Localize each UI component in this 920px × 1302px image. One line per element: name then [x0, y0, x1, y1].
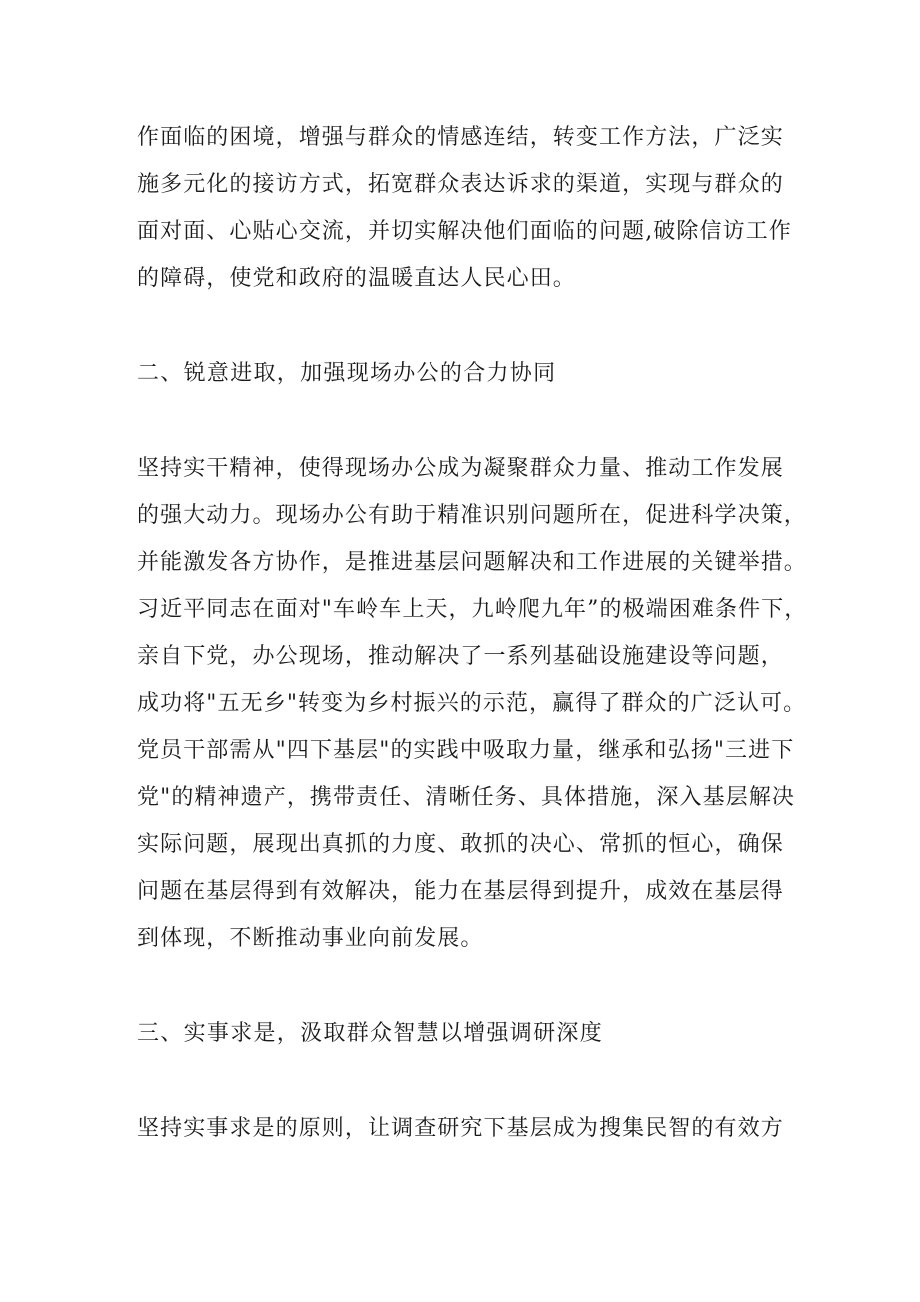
document-body — [137, 114, 817, 1152]
paragraph-line: 作面临的困境，增强与群众的情感连结，转变工作方法，广泛实 — [137, 125, 784, 150]
paragraph-line: 的障碍，使党和政府的温暖直达人民心田。 — [137, 266, 576, 291]
paragraph-line: 党"的精神遗产，携带责任、清晰任务、具体措施，深入基层解决 — [137, 785, 796, 810]
paragraph-line: 坚持实干精神，使得现场办公成为凝聚群众力量、推动工作发展 — [137, 456, 784, 481]
paragraph-line: 坚持实事求是的原则，让调查研究下基层成为搜集民智的有效方 — [137, 1116, 784, 1141]
paragraph-spacer — [137, 302, 817, 350]
paragraph-line: 习近平同志在面对"车岭车上天，九岭爬九年”的极端困难条件下， — [137, 597, 808, 622]
paragraph-line: 成功将"五无乡"转变为乡村振兴的示范，赢得了群众的广泛认可。 — [137, 691, 807, 716]
paragraph — [137, 114, 817, 302]
paragraph-spacer — [137, 397, 817, 445]
paragraph-spacer — [137, 962, 817, 1010]
paragraph-line: 亲自下党，办公现场，推动解决了一系列基础设施建设等问题， — [137, 644, 784, 669]
section-heading: 三、实事求是，汲取群众智慧以增强调研深度 — [137, 1021, 604, 1046]
paragraph-line: 党员干部需从"四下基层"的实践中吸取力量，继承和弘扬"三进下 — [137, 738, 795, 763]
paragraph-line: 问题在基层得到有效解决，能力在基层得到提升，成效在基层得 — [137, 879, 784, 904]
paragraph-line: 的强大动力。现场办公有助于精准识别问题所在，促进科学决策， — [137, 503, 807, 528]
paragraph — [137, 1105, 817, 1152]
paragraph-line: 面对面、心贴心交流，并切实解决他们面临的问题,破除信访工作 — [137, 219, 792, 244]
paragraph-line: 并能激发各方协作，是推进基层问题解决和工作进展的关键举措。 — [137, 550, 807, 575]
paragraph-line: 施多元化的接访方式，拓宽群众表达诉求的渠道，实现与群众的 — [137, 172, 784, 197]
paragraph-spacer — [137, 1057, 817, 1105]
section-heading: 二、锐意进取，加强现场办公的合力协同 — [137, 361, 557, 386]
paragraph — [137, 445, 817, 962]
paragraph-line: 到体现，不断推动事业向前发展。 — [137, 926, 484, 951]
paragraph-line: 实际问题，展现出真抓的力度、敢抓的决心、常抓的恒心，确保 — [137, 832, 784, 857]
